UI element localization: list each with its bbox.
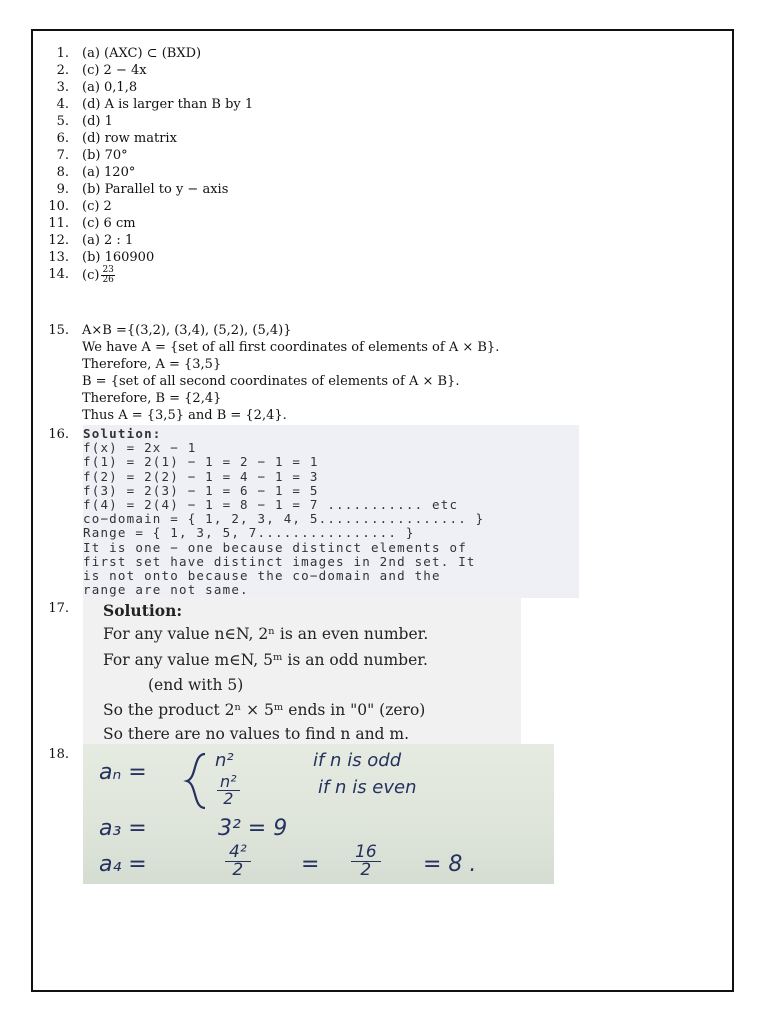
answer-number: 4. (56, 97, 69, 112)
answer-choice: (a) (AXC) ⊂ (BXD) (82, 46, 202, 61)
q18-case1: n² (215, 750, 234, 771)
q18-a4-den: 2 (232, 860, 244, 880)
q18-an-label: aₙ = (99, 760, 147, 785)
answer-text (82, 266, 115, 285)
q15-line: We have A = {set of all first coordinates of elements of A × B}. (82, 340, 500, 355)
q18-brace-icon (181, 750, 211, 812)
q17-line-3: (end with 5) (148, 676, 244, 694)
answer-text (82, 79, 137, 96)
q18-case2-cond: if n is even (318, 777, 417, 798)
q15-line: B = {set of all second coordinates of elements of A × B}. (82, 374, 460, 389)
q18-case2-den: 2 (223, 789, 234, 808)
answer-text (82, 232, 133, 249)
answer-choice: (b) 160900 (82, 250, 155, 265)
answer-choice: (b) 70° (82, 148, 128, 163)
q16-line: f(x) = 2x − 1 (83, 440, 197, 456)
q18-a4-eq: = (301, 852, 320, 877)
q18-a4-frac2 (351, 844, 381, 879)
q15-number: 15. (48, 323, 69, 338)
answer-number: 9. (56, 182, 69, 197)
answer-number: 8. (56, 165, 69, 180)
q18-a4-num: 4² (225, 844, 251, 862)
q18-case2-num: n² (217, 774, 240, 791)
q16-number: 16. (48, 427, 69, 442)
q18-case1-cond: if n is odd (313, 750, 402, 771)
answer-number: 1. (56, 46, 69, 61)
q18-case2 (217, 774, 240, 807)
q17-line-2: For any value m∈N, 5ᵐ is an odd number. (103, 651, 428, 669)
q17-line-5: So there are no values to find n and m. (103, 725, 410, 743)
answer-choice: (c) 6 cm (82, 216, 136, 231)
q16-line: Range = { 1, 3, 5, 7................ } (83, 525, 415, 541)
answer-choice: (d) row matrix (82, 131, 177, 146)
answer-text (82, 147, 128, 164)
q17-line-1: For any value n∈N, 2ⁿ is an even number. (103, 625, 429, 643)
answer-choice: (c) 2 (82, 199, 112, 214)
q17-title: Solution: (103, 601, 183, 620)
answer-number: 13. (48, 250, 69, 265)
answer-text (82, 45, 201, 62)
q18-a3-rhs: 3² = 9 (218, 816, 288, 841)
answer-number: 14. (48, 267, 69, 282)
answer-choice: (d) A is larger than B by 1 (82, 97, 254, 112)
answer-text (82, 96, 253, 113)
q18-a3-lhs: a₃ = (99, 816, 147, 841)
q16-line: It is one − one because distinct elements of (83, 539, 467, 555)
answer-text (82, 249, 154, 266)
fraction-denominator: 26 (102, 275, 114, 285)
answer-text (82, 164, 135, 181)
q16-line: f(4) = 2(4) − 1 = 8 − 1 = 7 ........... etc (83, 497, 459, 512)
answer-number: 7. (56, 148, 69, 163)
q18-a4-den2: 2 (360, 860, 372, 880)
answer-text (82, 62, 147, 79)
answer-text (82, 113, 113, 130)
q18-a4-result: = 8 . (423, 852, 477, 877)
q16-line: Solution: (83, 426, 162, 441)
q16-line: f(2) = 2(2) − 1 = 4 − 1 = 3 (83, 468, 319, 484)
answer-text (82, 215, 136, 232)
q16-line: first set have distinct images in 2nd set. It (83, 553, 476, 569)
fraction-numerator: 23 (102, 265, 114, 275)
answer-choice: (c) 2 − 4x (82, 63, 147, 78)
q18-a4-frac1 (225, 844, 251, 879)
answer-choice: (a) 2 : 1 (82, 233, 134, 248)
q16-line: f(1) = 2(1) − 1 = 2 − 1 = 1 (83, 454, 319, 470)
q18-number: 18. (48, 747, 69, 762)
answer-number: 11. (48, 216, 69, 231)
q15-line: Therefore, B = {2,4} (82, 391, 222, 406)
q15-line: A×B ={(3,2), (3,4), (5,2), (5,4)} (82, 323, 292, 338)
q16-line: range are not same. (83, 582, 249, 598)
q16-scanned-solution (83, 425, 579, 598)
answer-number: 12. (48, 233, 69, 248)
answer-text (82, 198, 112, 215)
answer-fraction (101, 266, 114, 285)
q15-line: Thus A = {3,5} and B = {2,4}. (82, 408, 287, 423)
answer-number: 5. (56, 114, 69, 129)
q17-line-4: So the product 2ⁿ × 5ᵐ ends in "0" (zero) (103, 701, 426, 719)
q16-line: f(3) = 2(3) − 1 = 6 − 1 = 5 (83, 482, 319, 498)
answer-choice: (a) 120° (82, 165, 136, 180)
q18-a4-lhs: a₄ = (99, 852, 147, 877)
q16-line: is not onto because the co−domain and the (83, 568, 441, 583)
answer-number: 6. (56, 131, 69, 146)
q17-scanned-solution (83, 598, 521, 744)
q18-handwritten-solution (83, 744, 554, 884)
q17-number: 17. (48, 601, 69, 616)
answer-text (82, 181, 228, 198)
answer-choice: (a) 0,1,8 (82, 80, 138, 95)
answer-choice: (d) 1 (82, 114, 113, 129)
answer-choice: (b) Parallel to y − axis (82, 182, 229, 197)
answer-choice: (c) (82, 268, 100, 283)
answer-number: 10. (48, 199, 69, 214)
q15-line: Therefore, A = {3,5} (82, 357, 222, 372)
answer-number: 2. (56, 63, 69, 78)
answer-number: 3. (56, 80, 69, 95)
q16-line: co−domain = { 1, 2, 3, 4, 5................. } (83, 511, 485, 527)
answer-text (82, 130, 177, 147)
q18-a4-num2: 16 (351, 844, 381, 862)
